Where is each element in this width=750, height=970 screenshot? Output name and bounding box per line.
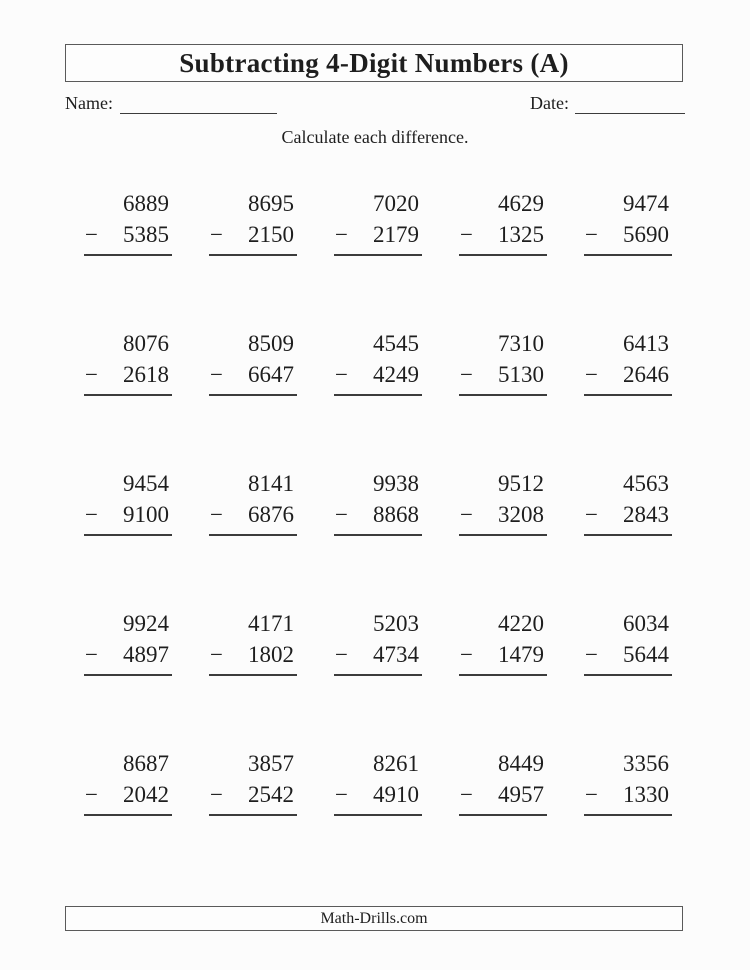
answer-space: [334, 816, 422, 856]
minuend: 6413: [623, 331, 669, 356]
subtraction-problem-20: [584, 608, 672, 748]
minuend: 7020: [373, 191, 419, 216]
minus-operator: −: [460, 362, 473, 387]
minuend: 8695: [248, 191, 294, 216]
subtrahend: 2150: [248, 222, 294, 247]
minus-operator: −: [585, 222, 598, 247]
subtrahend: 4957: [498, 782, 544, 807]
minus-operator: −: [210, 222, 223, 247]
minus-operator: −: [85, 502, 98, 527]
subtrahend-row: [334, 359, 422, 396]
date-label: Date:: [530, 93, 569, 113]
subtrahend: 5644: [623, 642, 669, 667]
subtraction-problem-5: [584, 188, 672, 328]
answer-space: [209, 256, 297, 296]
subtraction-problem-21: [84, 748, 172, 888]
subtrahend-row: [209, 779, 297, 816]
minus-operator: −: [335, 222, 348, 247]
subtrahend: 2843: [623, 502, 669, 527]
subtrahend: 5385: [123, 222, 169, 247]
subtrahend-row: [584, 639, 672, 676]
subtrahend-row: [584, 219, 672, 256]
subtrahend-row: [334, 779, 422, 816]
subtraction-problem-16: [84, 608, 172, 748]
subtrahend-row: [334, 499, 422, 536]
subtrahend: 2542: [248, 782, 294, 807]
answer-space: [209, 396, 297, 436]
answer-space: [334, 676, 422, 716]
subtrahend: 5130: [498, 362, 544, 387]
subtraction-problem-8: [334, 328, 422, 468]
answer-space: [584, 536, 672, 576]
minus-operator: −: [585, 642, 598, 667]
date-blank-line: [575, 113, 685, 114]
subtrahend: 2646: [623, 362, 669, 387]
minus-operator: −: [210, 642, 223, 667]
minus-operator: −: [85, 642, 98, 667]
minus-operator: −: [585, 782, 598, 807]
subtrahend-row: [84, 219, 172, 256]
minus-operator: −: [85, 362, 98, 387]
answer-space: [459, 256, 547, 296]
subtraction-problem-25: [584, 748, 672, 888]
name-label: Name:: [65, 93, 113, 113]
minus-operator: −: [335, 782, 348, 807]
subtrahend-row: [209, 639, 297, 676]
minuend: 7310: [498, 331, 544, 356]
minuend: 4629: [498, 191, 544, 216]
subtrahend-row: [84, 359, 172, 396]
answer-space: [334, 396, 422, 436]
subtraction-problem-24: [459, 748, 547, 888]
subtrahend-row: [459, 359, 547, 396]
answer-space: [459, 816, 547, 856]
answer-space: [84, 396, 172, 436]
subtraction-problem-15: [584, 468, 672, 608]
subtrahend: 8868: [373, 502, 419, 527]
subtraction-problem-1: [84, 188, 172, 328]
minuend: 6889: [123, 191, 169, 216]
minus-operator: −: [85, 222, 98, 247]
problems-grid: [84, 188, 672, 888]
subtrahend: 4897: [123, 642, 169, 667]
answer-space: [84, 676, 172, 716]
subtraction-problem-3: [334, 188, 422, 328]
answer-space: [334, 256, 422, 296]
subtrahend: 6876: [248, 502, 294, 527]
answer-space: [459, 396, 547, 436]
subtrahend: 4734: [373, 642, 419, 667]
page-title: Subtracting 4-Digit Numbers (A): [179, 47, 569, 78]
subtraction-problem-19: [459, 608, 547, 748]
subtrahend: 6647: [248, 362, 294, 387]
subtrahend-row: [209, 219, 297, 256]
subtraction-problem-2: [209, 188, 297, 328]
subtrahend-row: [84, 499, 172, 536]
subtrahend: 1330: [623, 782, 669, 807]
subtraction-problem-10: [584, 328, 672, 468]
subtraction-problem-9: [459, 328, 547, 468]
subtraction-problem-23: [334, 748, 422, 888]
minuend: 4563: [623, 471, 669, 496]
minuend: 8261: [373, 751, 419, 776]
minuend: 5203: [373, 611, 419, 636]
minus-operator: −: [210, 362, 223, 387]
minuend: 9924: [123, 611, 169, 636]
subtrahend-row: [459, 779, 547, 816]
minus-operator: −: [335, 362, 348, 387]
minuend: 8449: [498, 751, 544, 776]
minus-operator: −: [335, 502, 348, 527]
subtrahend: 2179: [373, 222, 419, 247]
subtrahend-row: [209, 499, 297, 536]
subtraction-problem-14: [459, 468, 547, 608]
subtraction-problem-6: [84, 328, 172, 468]
answer-space: [584, 256, 672, 296]
footer-site-name: Math-Drills.com: [320, 909, 428, 927]
subtrahend: 2042: [123, 782, 169, 807]
subtraction-problem-22: [209, 748, 297, 888]
answer-space: [459, 676, 547, 716]
instruction-text: Calculate each difference.: [281, 127, 469, 147]
subtraction-problem-4: [459, 188, 547, 328]
subtrahend: 4249: [373, 362, 419, 387]
subtrahend-row: [334, 639, 422, 676]
subtraction-problem-17: [209, 608, 297, 748]
minus-operator: −: [460, 782, 473, 807]
minuend: 6034: [623, 611, 669, 636]
subtrahend: 1479: [498, 642, 544, 667]
minuend: 8076: [123, 331, 169, 356]
subtrahend-row: [459, 219, 547, 256]
minuend: 8687: [123, 751, 169, 776]
subtrahend-row: [584, 359, 672, 396]
subtrahend: 3208: [498, 502, 544, 527]
minus-operator: −: [460, 642, 473, 667]
subtrahend: 2618: [123, 362, 169, 387]
subtraction-problem-13: [334, 468, 422, 608]
answer-space: [209, 676, 297, 716]
minus-operator: −: [335, 642, 348, 667]
minuend: 4545: [373, 331, 419, 356]
footer-box: [65, 906, 683, 931]
minus-operator: −: [210, 502, 223, 527]
subtraction-problem-18: [334, 608, 422, 748]
subtrahend: 5690: [623, 222, 669, 247]
subtrahend-row: [84, 779, 172, 816]
answer-space: [84, 816, 172, 856]
subtrahend-row: [584, 779, 672, 816]
subtrahend-row: [459, 639, 547, 676]
subtrahend-row: [459, 499, 547, 536]
minuend: 4220: [498, 611, 544, 636]
subtrahend-row: [334, 219, 422, 256]
minuend: 8141: [248, 471, 294, 496]
answer-space: [84, 536, 172, 576]
minuend: 9454: [123, 471, 169, 496]
answer-space: [209, 536, 297, 576]
answer-space: [84, 256, 172, 296]
subtraction-problem-11: [84, 468, 172, 608]
minus-operator: −: [85, 782, 98, 807]
subtraction-problem-7: [209, 328, 297, 468]
minus-operator: −: [460, 222, 473, 247]
minuend: 3356: [623, 751, 669, 776]
minuend: 4171: [248, 611, 294, 636]
minus-operator: −: [460, 502, 473, 527]
answer-space: [334, 536, 422, 576]
minuend: 9512: [498, 471, 544, 496]
subtrahend-row: [584, 499, 672, 536]
title-box: [65, 44, 683, 82]
answer-space: [459, 536, 547, 576]
minuend: 9474: [623, 191, 669, 216]
minuend: 8509: [248, 331, 294, 356]
subtraction-problem-12: [209, 468, 297, 608]
minuend: 3857: [248, 751, 294, 776]
subtrahend: 4910: [373, 782, 419, 807]
subtrahend: 9100: [123, 502, 169, 527]
answer-space: [584, 816, 672, 856]
minus-operator: −: [210, 782, 223, 807]
minus-operator: −: [585, 362, 598, 387]
subtrahend: 1325: [498, 222, 544, 247]
answer-space: [584, 676, 672, 716]
subtrahend-row: [209, 359, 297, 396]
answer-space: [584, 396, 672, 436]
subtrahend-row: [84, 639, 172, 676]
name-blank-line: [120, 113, 277, 114]
answer-space: [209, 816, 297, 856]
subtrahend: 1802: [248, 642, 294, 667]
minuend: 9938: [373, 471, 419, 496]
minus-operator: −: [585, 502, 598, 527]
